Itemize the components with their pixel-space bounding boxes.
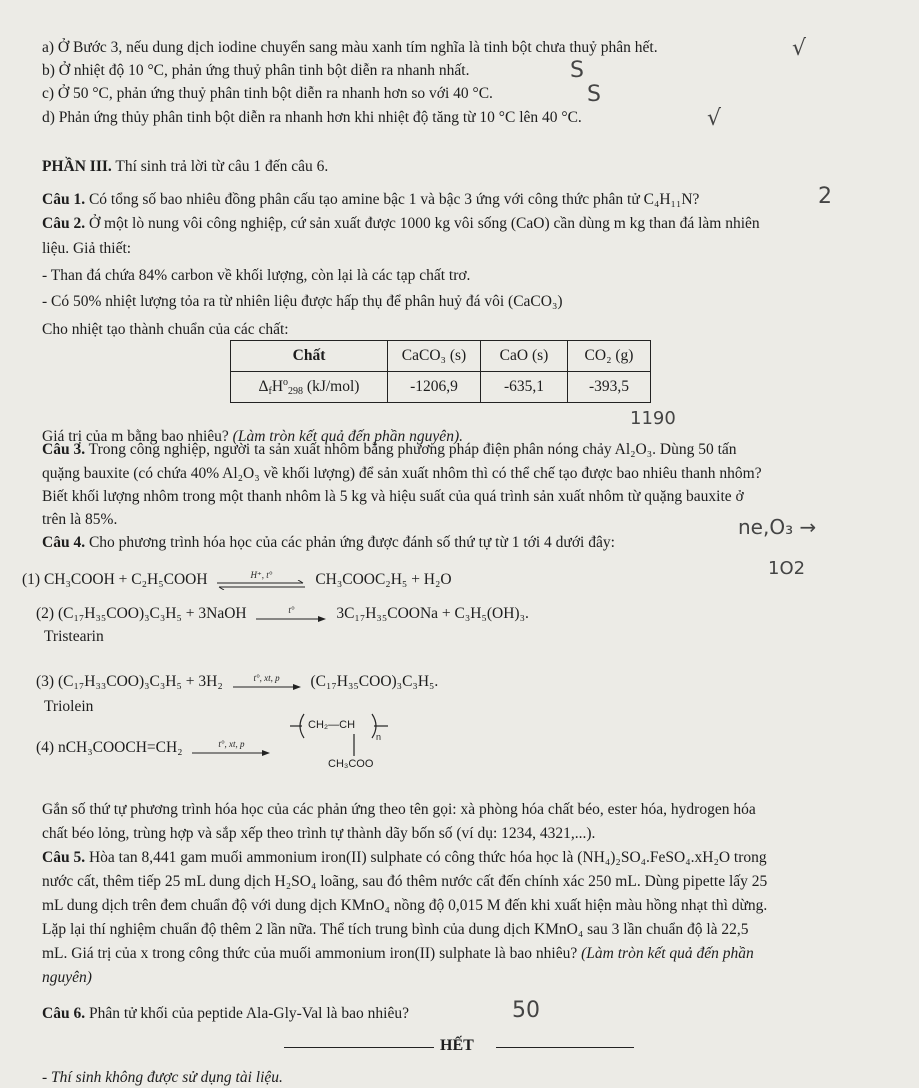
q1-text: Có tổng số bao nhiêu đồng phân cấu tạo amine bậc 1 và bậc 3 ứng với công thức phân tử C₄H₁₁N?	[85, 191, 700, 208]
eq3-products: (C₁₇H₃₅COO)₃C₃H₅.	[310, 673, 439, 690]
equation-3	[36, 672, 438, 692]
eq2-reactants: (2) (C₁₇H₃₅COO)₃C₃H₅ + 3NaOH	[36, 605, 247, 622]
equation-4	[36, 738, 276, 758]
question-5-line1	[42, 848, 767, 868]
eq2-products: 3C₁₇H₃₅COONa + C₃H₅(OH)₃.	[336, 605, 529, 622]
item-c: c) Ở 50 °C, phản ứng thuỷ phân tinh bột diễn ra nhanh hơn so với 40 °C.	[42, 85, 493, 102]
handwritten-answer-6: 50	[512, 998, 540, 1023]
reaction-arrow-icon	[254, 606, 328, 623]
question-4-task-line2: chất béo lỏng, trùng hợp và sắp xếp theo trình tự thành dãy bốn số (ví dụ: 1234, 4321,...).	[42, 825, 596, 842]
question-6	[42, 1004, 409, 1024]
enthalpy-table	[230, 340, 651, 403]
part3-instruction: Thí sinh trả lời từ câu 1 đến câu 6.	[111, 158, 329, 175]
eq3-compound-name: Triolein	[44, 698, 94, 715]
part3-title: PHẦN III.	[42, 158, 112, 175]
question-1	[42, 190, 699, 210]
question-2-line4: - Có 50% nhiệt lượng tỏa ra từ nhiên liệu được hấp thụ để phân huỷ đá vôi (CaCO₃)	[42, 293, 563, 310]
table-cell: -635,1	[481, 372, 568, 403]
equilibrium-arrow-icon	[215, 571, 307, 590]
item-a: a) Ở Bước 3, nếu dung dịch iodine chuyển sang màu xanh tím nghĩa là tinh bột chưa thuỷ phân hết.	[42, 39, 658, 56]
eq4-reactants: (4) nCH₃COOCH=CH₂	[36, 739, 183, 756]
item-b: b) Ở nhiệt độ 10 °C, phản ứng thuỷ phân tinh bột diễn ra nhanh nhất.	[42, 62, 470, 79]
polymer-repeat-unit: CH₂—CH	[308, 719, 356, 731]
eq1-products: CH₃COOC₂H₅ + H₂O	[315, 571, 452, 588]
eq1-condition: H⁺, t°	[250, 569, 273, 580]
question-4-intro	[42, 533, 615, 553]
polymer-side-group: CH₃COO	[328, 758, 374, 770]
q2-rounding-note: (Làm tròn kết quả đến phần nguyên).	[232, 428, 463, 445]
q5-rounding-note-end: nguyên)	[42, 969, 92, 986]
question-5-line4: Lặp lại thí nghiệm chuẩn độ thêm 2 lần nữa. Thể tích trung bình của dung dịch KMnO₄ sau 3 lần chuẩn độ là 22,5	[42, 921, 749, 938]
question-2-line5: Cho nhiệt tạo thành chuẩn của các chất:	[42, 321, 289, 338]
question-2-line2: liệu. Giả thiết:	[42, 240, 132, 257]
q6-label: Câu 6.	[42, 1005, 86, 1022]
question-2-line1	[42, 214, 760, 234]
eq1-reactants: (1) CH₃COOH + C₂H₅COOH	[22, 571, 208, 588]
eq3-reactants: (3) (C₁₇H₃₃COO)₃C₃H₅ + 3H₂	[36, 673, 223, 690]
question-4-task-line1: Gắn số thứ tự phương trình hóa học của các phản ứng theo tên gọi: xà phòng hóa chất béo, ester hóa, hydrogen hóa	[42, 801, 756, 818]
table-cell: -393,5	[568, 372, 651, 403]
table-header-row	[231, 341, 651, 372]
polymer-degree: n	[376, 732, 382, 742]
table-row-label: $\Delta_fH^o_{298}$ (kJ/mol)	[231, 372, 388, 403]
question-3-line2: quặng bauxite (có chứa 40% Al₂O₃ về khối lượng) để sản xuất nhôm thì có thể chế tạo được bao nhiêu thanh nhôm?	[42, 465, 762, 482]
q4-label: Câu 4.	[42, 534, 86, 551]
eq3-condition: t°, xt, p	[253, 672, 280, 683]
handwritten-answer-4: 1O2	[768, 558, 806, 579]
handwritten-s-c: S	[587, 82, 601, 107]
reaction-arrow-icon	[190, 740, 272, 757]
q4-intro-text: Cho phương trình hóa học của các phản ứng được đánh số thứ tự từ 1 tới 4 dưới đây:	[85, 534, 615, 551]
footer-note: - Thí sinh không được sử dụng tài liệu.	[42, 1069, 283, 1086]
q5-line1-text: Hòa tan 8,441 gam muối ammonium iron(II) sulphate có công thức hóa học là (NH₄)₂SO₄.FeSO₄.xH₂O trong	[85, 849, 767, 866]
q5-label: Câu 5.	[42, 849, 86, 866]
question-5-line3: mL dung dịch trên đem chuẩn độ với dung dịch KMnO₄ nồng độ 0,015 M đến khi xuất hiện màu hồng nhạt thì dừng.	[42, 897, 768, 914]
table-cell: CO₂ (g)	[568, 341, 651, 372]
q1-label: Câu 1.	[42, 191, 86, 208]
table-cell: CaO (s)	[481, 341, 568, 372]
eq2-compound-name: Tristearin	[44, 628, 104, 645]
question-2-line3: - Than đá chứa 84% carbon về khối lượng, còn lại là các tạp chất trơ.	[42, 267, 471, 284]
handwritten-tick-d: √	[707, 106, 722, 131]
question-5-line2: nước cất, thêm tiếp 25 mL dung dịch H₂SO₄ loãng, sau đó thêm nước cất đến chính xác 250 mL. Dùng pipette lấy 25	[42, 873, 768, 890]
handwritten-s-b: S	[570, 58, 584, 83]
eq2-condition: t°	[288, 604, 295, 615]
q6-text: Phân tử khối của peptide Ala-Gly-Val là bao nhiêu?	[85, 1005, 409, 1022]
question-3-line3: Biết khối lượng nhôm trong một thanh nhôm là 5 kg và hiệu suất của quá trình sản xuất nhôm từ quặng bauxite ở	[42, 488, 744, 505]
part3-heading	[42, 157, 328, 177]
question-3-line1	[42, 440, 737, 460]
end-divider-right	[496, 1047, 634, 1048]
q5-line5-text: mL. Giá trị của x trong công thức của muối ammonium iron(II) sulphate là bao nhiêu?	[42, 945, 582, 962]
polyvinyl-acetate-structure	[288, 706, 398, 774]
eq4-condition: t°, xt, p	[218, 738, 245, 749]
q3-label: Câu 3.	[42, 441, 86, 458]
table-cell: CaCO₃ (s)	[388, 341, 481, 372]
equation-2	[36, 604, 529, 624]
table-cell: Chất	[231, 341, 388, 372]
q2-label: Câu 2.	[42, 215, 86, 232]
question-5-line6	[42, 968, 92, 988]
reaction-arrow-icon	[231, 674, 303, 691]
handwritten-scribble-3: ne,O₃ →	[738, 515, 817, 539]
handwritten-answer-2: 1190	[630, 408, 676, 429]
handwritten-answer-1: 2	[818, 184, 832, 209]
item-d: d) Phản ứng thủy phân tinh bột diễn ra nhanh hơn khi nhiệt độ tăng từ 10 °C lên 40 °C.	[42, 109, 582, 126]
table-row	[231, 372, 651, 403]
table-cell: -1206,9	[388, 372, 481, 403]
equation-1	[22, 570, 452, 590]
question-3-line4: trên là 85%.	[42, 511, 118, 528]
q5-rounding-note: (Làm tròn kết quả đến phần	[581, 945, 754, 962]
end-divider-left	[284, 1047, 434, 1048]
q3-line1-text: Trong công nghiệp, người ta sản xuất nhôm bằng phương pháp điện phân nóng chảy Al₂O₃. Dùng 50 tấn	[85, 441, 737, 458]
end-marker: HẾT	[440, 1037, 474, 1054]
question-5-line5	[42, 944, 754, 964]
handwritten-tick-a: √	[792, 36, 807, 61]
q2-question: Giá trị của m bằng bao nhiêu?	[42, 428, 233, 445]
q2-line1-text: Ở một lò nung vôi công nghiệp, cứ sản xuất được 1000 kg vôi sống (CaO) cần dùng m kg than đá làm nhiên	[85, 215, 760, 232]
